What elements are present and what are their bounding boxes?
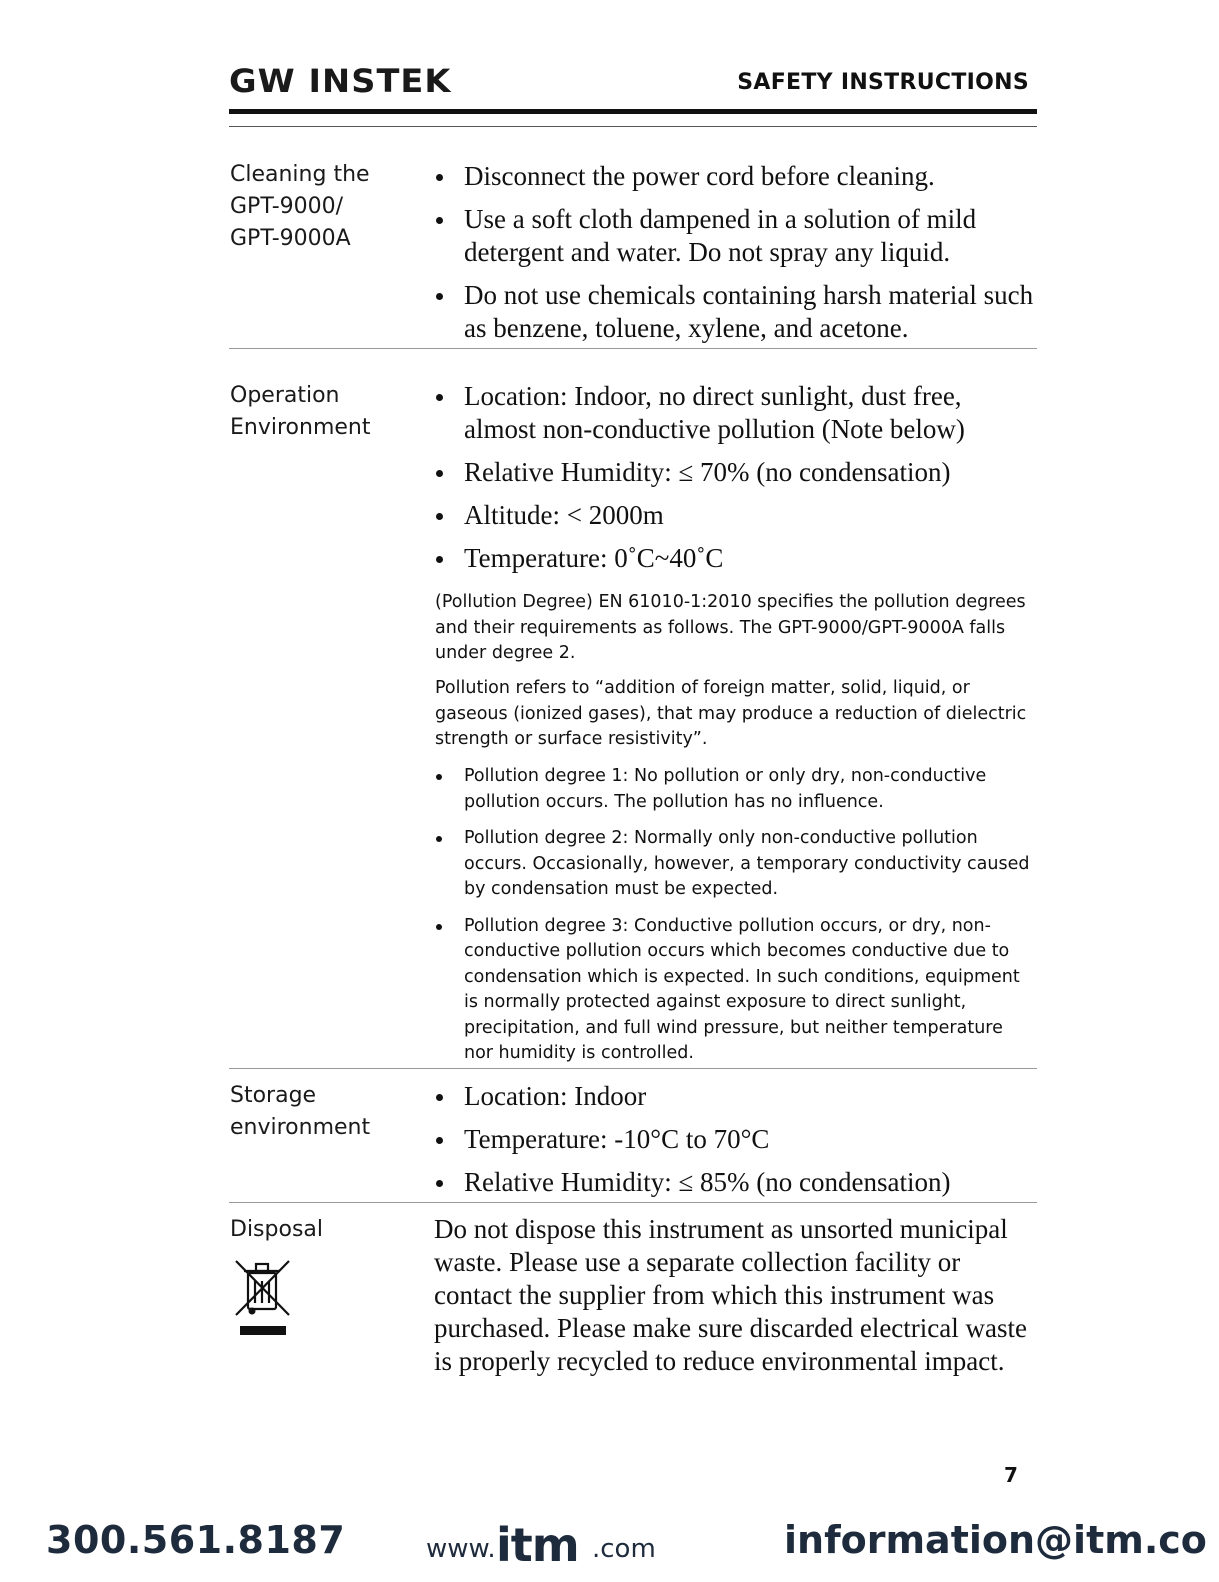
operation-list — [434, 380, 1034, 585]
itm-brand-logo: itm — [496, 1518, 579, 1572]
weee-crossed-bin-icon — [231, 1253, 295, 1345]
list-item: Pollution degree 1: No pollution or only dry, non-conductive pollution occurs. The pollution has no influence. — [434, 764, 1034, 815]
footer-phone: 300.561.8187 — [46, 1518, 346, 1562]
footer-web-suffix: .com — [592, 1534, 656, 1564]
cleaning-list — [434, 160, 1034, 355]
pollution-degree-list — [434, 764, 1034, 1078]
cleaning-label — [230, 159, 370, 255]
storage-list — [434, 1080, 1034, 1209]
section-divider — [229, 348, 1037, 349]
list-item: Temperature: -10°C to 70°C — [434, 1123, 1034, 1156]
footer-web-prefix: www. — [426, 1534, 496, 1564]
operation-label — [230, 380, 370, 444]
pollution-degree-note: (Pollution Degree) EN 61010-1:2010 specifies the pollution degrees and their requirements as follows. The GPT-9000/GPT-9000A falls under degree 2. — [435, 592, 1026, 663]
page-header-title: SAFETY INSTRUCTIONS — [737, 70, 1029, 95]
cleaning-label-line: Cleaning the — [230, 162, 370, 187]
cleaning-label-line: GPT-9000/ — [230, 194, 344, 219]
list-item: Location: Indoor — [434, 1080, 1034, 1113]
list-item: Use a soft cloth dampened in a solution of mild detergent and water. Do not spray any liquid. — [434, 203, 1034, 269]
list-item: Altitude: < 2000m — [434, 499, 1034, 532]
storage-label-line: environment — [230, 1115, 371, 1140]
list-item: Disconnect the power cord before cleaning. — [434, 160, 1034, 193]
list-item: Relative Humidity: ≤ 85% (no condensation) — [434, 1166, 1034, 1199]
operation-label-line: Environment — [230, 415, 371, 440]
storage-label-line: Storage — [230, 1083, 317, 1108]
section-divider — [229, 1068, 1037, 1069]
list-item: Temperature: 0˚C~40˚C — [434, 542, 1034, 575]
footer-banner — [0, 1510, 1219, 1582]
section-divider — [229, 1202, 1037, 1203]
list-item: Location: Indoor, no direct sunlight, dust free, almost non-conductive pollution (Note below) — [434, 380, 1034, 446]
pollution-definition-note: Pollution refers to “addition of foreign matter, solid, liquid, or gaseous (ionized gases), that may produce a reduction of dielectric strength or surface resistivity”. — [435, 678, 1027, 749]
page-number: 7 — [1004, 1463, 1018, 1487]
cleaning-label-line: GPT-9000A — [230, 226, 351, 251]
list-item: Pollution degree 2: Normally only non-conductive pollution occurs. Occasionally, however, a temporary conductivity caused by condensation must be expected. — [434, 826, 1034, 903]
header-rule-thick — [229, 109, 1037, 114]
gw-instek-logo: GW INSTEK — [229, 62, 452, 100]
header-rule-thin — [229, 126, 1037, 127]
disposal-text: Do not dispose this instrument as unsorted municipal waste. Please use a separate collection facility or contact the supplier from which this instrument was purchased. Please make sure discarded electrical waste is properly recycled to reduce environmental impact. — [434, 1214, 1027, 1376]
storage-label — [230, 1080, 370, 1144]
list-item: Do not use chemicals containing harsh material such as benzene, toluene, xylene, and acetone. — [434, 279, 1034, 345]
disposal-label: Disposal — [230, 1217, 323, 1242]
list-item: Relative Humidity: ≤ 70% (no condensation) — [434, 456, 1034, 489]
footer-email[interactable]: information@itm.co — [784, 1518, 1207, 1562]
list-item: Pollution degree 3: Conductive pollution occurs, or dry, non-conductive pollution occurs which becomes conductive due to condensation which is expected. In such conditions, equipment is normally protected against exposure to direct sunlight, precipitation, and full wind pressure, but neither temperature nor humidity is controlled. — [434, 914, 1034, 1067]
operation-label-line: Operation — [230, 383, 340, 408]
